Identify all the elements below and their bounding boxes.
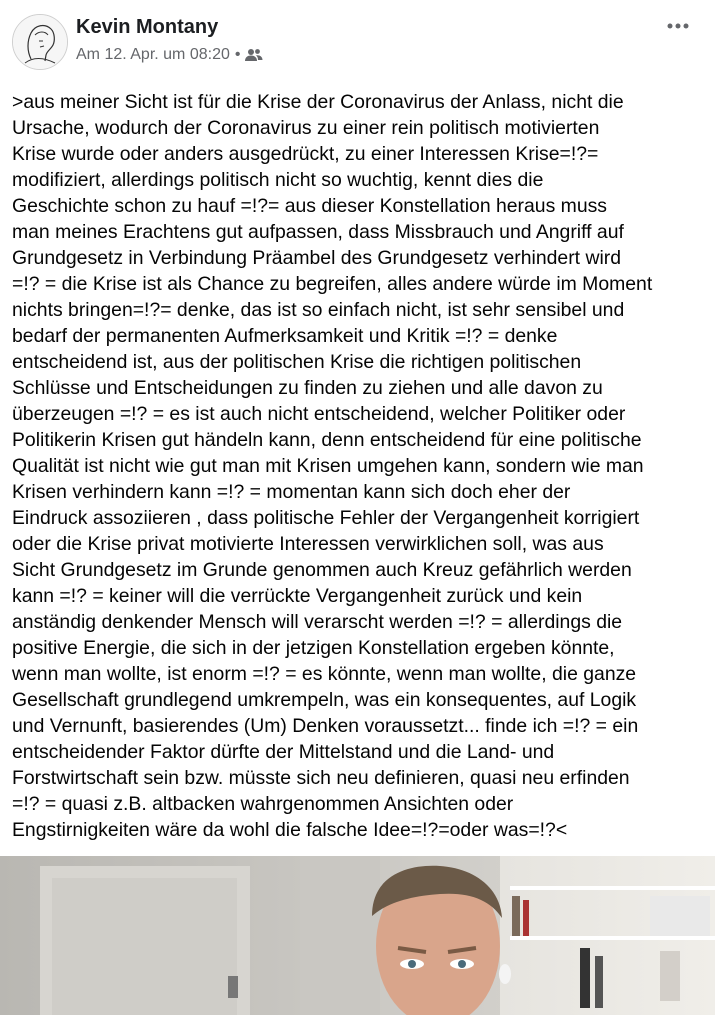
avatar[interactable]: [12, 14, 68, 70]
post-image[interactable]: [0, 856, 715, 1015]
more-options-button[interactable]: [660, 14, 696, 38]
friends-icon[interactable]: [245, 48, 263, 62]
more-horizontal-icon: [667, 23, 689, 29]
avatar-sketch-icon: [13, 15, 67, 69]
post-header: [0, 0, 715, 80]
author-name[interactable]: Kevin Montany: [76, 16, 219, 38]
post-body-text: >aus meiner Sicht ist für die Krise der Coronavirus der Anlass, nicht die Ursache, wodurch der Coronavirus zu einer rein politisch motivierten Krise wurde oder anders ausgedrückt, zu einer Interessen Krise=!?= modifiziert, allerdings politisch nicht so wuchtig, kennt dies die Geschichte schon zu hauf =!?= aus dieser Konstellation heraus muss man meines Erachtens gut aufpassen, dass Missbrauch und Angriff auf Grundgesetz in Verbindung Präambel des Grundgesetz verhindert wird =!? = die Krise ist als Chance zu begreifen, alles andere würde im Moment nichts bringen=!?= denke, das ist so einfach nicht, ist sehr sensibel und bedarf der permanenten Aufmerksamkeit und Kritik =!? = denke entscheidend ist, aus der politischen Krise die richtigen politischen Schlüsse und Entscheidungen zu finden zu ziehen und alle davon zu überzeugen =!? = es ist auch nicht entscheidend, welcher Politiker oder Politikerin Krisen gut händeln kann, denn entscheidend für eine politische Qualität ist nicht wie gut man mit Krisen umgehen kann, sondern wie man Krisen verhindern kann =!? = momentan kann sich doch eher der Eindruck assoziieren , dass politische Fehler der Vergangenheit korrigiert oder die Krise privat motivierte Interessen verwirklichen soll, was aus Sicht Grundgesetz im Grunde genommen auch Kreuz gefährlich werden kann =!? = keiner will die verrückte Vergangenheit zurück und kein anständig denkender Mensch will verarscht werden =!? = allerdings die positive Energie, die sich in der jetzigen Konstellation ergeben könnte, wenn man wollte, ist enorm =!? = es könnte, wenn man wollte, die ganze Gesellschaft grundlegend umkrempeln, was ein konsequentes, auf Logik und Vernunft, basierendes (Um) Denken voraussetzt... finde ich =!? = ein entscheidender Faktor dürfte der Mittelstand und die Land- und Forstwirtschaft sein bzw. müsste sich neu definieren, quasi neu erfinden =!? = quasi z.B. altbacken wahrgenommen Ansichten oder Engstirnigkeiten wäre da wohl die falsche Idee=!?=oder was=!?<: [12, 91, 653, 841]
post-photo: [0, 856, 715, 1015]
meta-separator: •: [234, 46, 241, 63]
post-meta: [76, 46, 263, 64]
post-timestamp[interactable]: Am 12. Apr. um 08:20: [76, 46, 230, 63]
